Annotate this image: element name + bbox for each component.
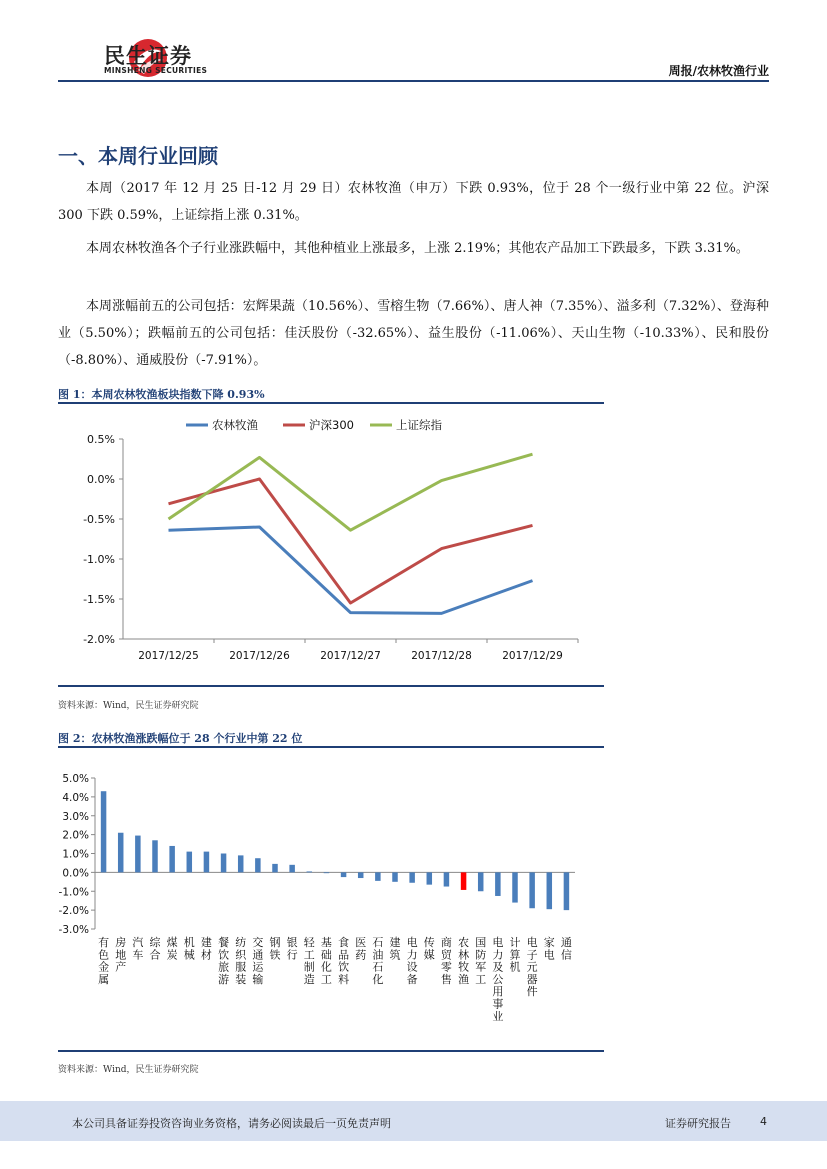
category-label-char: 料 xyxy=(338,972,350,986)
bar xyxy=(409,872,415,882)
category-label-char: 机 xyxy=(509,960,521,974)
category-label-char: 农 xyxy=(458,936,470,949)
bar xyxy=(392,872,398,881)
line-chart-index-performance xyxy=(58,410,604,680)
category-label-char: 力 xyxy=(406,948,418,962)
category-label-char: 传 xyxy=(423,936,435,949)
category-label-char: 电 xyxy=(492,936,504,949)
header-divider xyxy=(58,80,769,82)
category-label-char: 渔 xyxy=(458,972,470,986)
figure1-top-divider xyxy=(58,402,604,404)
y-tick-label: 2.0% xyxy=(62,829,89,842)
category-label-char: 工 xyxy=(475,972,487,986)
category-label-char: 件 xyxy=(526,985,538,999)
figure2-source: 资料来源：Wind，民生证券研究院 xyxy=(58,1065,199,1075)
y-tick-label: 5.0% xyxy=(62,773,89,785)
bar xyxy=(478,872,484,891)
bar xyxy=(272,864,278,872)
category-label-char: 食 xyxy=(338,936,350,949)
category-label-char: 家 xyxy=(543,936,555,949)
y-tick-label: -1.0% xyxy=(58,886,89,899)
category-label-char: 织 xyxy=(235,948,247,962)
bar xyxy=(427,872,433,884)
category-label-char: 有 xyxy=(98,936,110,949)
category-label-char: 运 xyxy=(252,960,264,974)
category-label-char: 算 xyxy=(509,948,521,962)
category-label-char: 餐 xyxy=(218,936,230,949)
category-label-char: 输 xyxy=(252,972,264,986)
y-tick-label: -1.5% xyxy=(83,593,115,606)
y-tick-label: 0.5% xyxy=(87,433,115,446)
bar xyxy=(375,872,381,880)
category-label-char: 电 xyxy=(406,936,418,949)
category-label-char: 元 xyxy=(526,960,538,974)
category-label-char: 金 xyxy=(98,960,110,974)
category-label-char: 信 xyxy=(560,948,572,962)
category-label-char: 军 xyxy=(475,960,487,974)
category-label-char: 国 xyxy=(475,936,487,949)
category-label-char: 工 xyxy=(303,948,315,962)
bar xyxy=(238,855,244,872)
figure1-title: 图 1：本周农林牧渔板块指数下降 0.93% xyxy=(58,388,265,401)
category-label-char: 础 xyxy=(320,948,332,962)
category-label-char: 机 xyxy=(183,936,195,949)
category-label-char: 设 xyxy=(406,960,418,974)
category-label-char: 通 xyxy=(252,948,264,962)
bar xyxy=(289,865,295,873)
x-tick-label: 2017/12/27 xyxy=(320,650,381,662)
category-label-char: 游 xyxy=(218,972,230,986)
category-label-char: 备 xyxy=(406,972,418,986)
category-label-char: 贸 xyxy=(440,948,452,962)
bar xyxy=(358,872,364,878)
series-line xyxy=(169,479,533,603)
bar xyxy=(307,871,313,872)
category-label-char: 服 xyxy=(235,960,247,974)
x-tick-label: 2017/12/26 xyxy=(229,650,290,662)
y-tick-label: -2.0% xyxy=(83,633,115,646)
y-tick-label: 4.0% xyxy=(62,791,89,804)
category-label-char: 地 xyxy=(115,948,127,962)
category-label-char: 药 xyxy=(355,948,367,962)
category-label-char: 油 xyxy=(372,948,384,962)
bar xyxy=(512,872,518,902)
figure1-bottom-divider xyxy=(58,685,604,687)
figure2-top-divider xyxy=(58,746,604,748)
footer-report-label: 证券研究报告 xyxy=(665,1117,731,1130)
category-label-char: 公 xyxy=(492,972,504,986)
category-label-char: 事 xyxy=(492,997,504,1011)
category-label-char: 钢 xyxy=(269,936,281,949)
logo-english-name: MINSHENG SECURITIES xyxy=(104,66,208,75)
figure2-bottom-divider xyxy=(58,1050,604,1052)
category-label-char: 建 xyxy=(200,936,212,949)
bar xyxy=(444,872,450,886)
category-label-char: 商 xyxy=(440,936,452,949)
bar xyxy=(101,791,107,872)
category-label-char: 装 xyxy=(235,972,247,986)
bar xyxy=(564,872,570,910)
paragraph-companies: 本周涨幅前五的公司包括：宏辉果蔬（10.56%）、雪榕生物（7.66%）、唐人神（7.35%）、溢多利（7.32%）、登海种业（5.50%）；跌幅前五的公司包括：佳沃股份（-32.65%）、益生股份（-11.06%）、天山生物（-10.33%）、民和股份（-8.80%）、通威股份（-7.91%）。 xyxy=(58,299,769,368)
category-label-char: 合 xyxy=(149,948,161,962)
category-label-char: 计 xyxy=(509,936,521,949)
category-label-char: 汽 xyxy=(132,936,144,949)
category-label-char: 石 xyxy=(372,936,384,949)
category-label-char: 防 xyxy=(475,948,487,962)
category-label-char: 零 xyxy=(440,960,452,974)
category-label-char: 交 xyxy=(252,936,264,949)
bar xyxy=(187,852,193,873)
report-type: 周报/农林牧渔行业 xyxy=(668,64,769,78)
y-tick-label: 1.0% xyxy=(62,848,89,861)
legend-label: 沪深300 xyxy=(309,418,354,432)
category-label-char: 筑 xyxy=(389,948,401,962)
category-label-char: 售 xyxy=(440,972,452,986)
bar xyxy=(495,872,501,896)
bar xyxy=(341,872,347,877)
category-label-char: 器 xyxy=(526,972,538,986)
category-label-char: 建 xyxy=(389,936,401,949)
y-tick-label: 0.0% xyxy=(87,473,115,486)
category-label-char: 基 xyxy=(320,936,332,949)
category-label-char: 综 xyxy=(149,936,161,949)
y-tick-label: 3.0% xyxy=(62,810,89,823)
footer-disclaimer: 本公司具备证券投资咨询业务资格，请务必阅读最后一页免责声明 xyxy=(72,1117,391,1130)
category-label-char: 子 xyxy=(526,948,538,962)
category-label-char: 通 xyxy=(560,936,572,949)
category-label-char: 煤 xyxy=(166,936,178,949)
bar-chart-industry-ranking xyxy=(58,760,604,1045)
category-label-char: 饮 xyxy=(218,948,230,962)
category-label-char: 旅 xyxy=(218,960,230,974)
bar xyxy=(461,872,467,890)
category-label-char: 房 xyxy=(115,936,127,949)
category-label-char: 品 xyxy=(338,948,350,962)
y-tick-label: -2.0% xyxy=(58,905,89,918)
bar xyxy=(135,836,141,873)
category-label-char: 及 xyxy=(492,960,504,974)
category-label-char: 化 xyxy=(372,972,384,986)
figure1-source: 资料来源：Wind，民生证券研究院 xyxy=(58,701,199,711)
bar xyxy=(255,858,261,872)
figure2-title: 图 2：农林牧渔涨跌幅位于 28 个行业中第 22 位 xyxy=(58,732,303,745)
category-label-char: 牧 xyxy=(458,960,470,974)
legend-label: 农林牧渔 xyxy=(212,418,258,432)
category-label-char: 化 xyxy=(320,960,332,974)
category-label-char: 车 xyxy=(132,948,144,962)
bar xyxy=(221,854,227,873)
category-label-char: 轻 xyxy=(303,936,315,949)
category-label-char: 纺 xyxy=(235,936,247,949)
category-label-char: 饮 xyxy=(338,960,350,974)
category-label-char: 产 xyxy=(115,960,127,974)
legend-label: 上证综指 xyxy=(396,418,442,432)
category-label-char: 媒 xyxy=(423,948,435,962)
category-label-char: 银 xyxy=(286,936,298,949)
bar xyxy=(529,872,535,908)
category-label-char: 用 xyxy=(492,985,504,999)
category-label-char: 造 xyxy=(303,972,315,986)
x-tick-label: 2017/12/28 xyxy=(411,650,472,662)
category-label-char: 力 xyxy=(492,948,504,962)
category-label-char: 械 xyxy=(183,948,195,962)
bar xyxy=(118,833,124,873)
category-label-char: 电 xyxy=(543,948,555,962)
category-label-char: 石 xyxy=(372,960,384,974)
category-label-char: 医 xyxy=(355,936,367,949)
category-label-char: 色 xyxy=(98,948,110,962)
category-label-char: 属 xyxy=(98,972,110,986)
series-line xyxy=(169,454,533,530)
bar xyxy=(547,872,553,909)
category-label-char: 制 xyxy=(303,960,315,974)
bar xyxy=(324,872,330,873)
paragraph-subindustry: 本周农林牧渔各个子行业涨跌幅中，其他种植业上涨最多，上涨 2.19%；其他农产品加工下跌最多，下跌 3.31%。 xyxy=(86,241,749,256)
category-label-char: 林 xyxy=(458,948,470,962)
bar xyxy=(169,846,175,872)
paragraph-summary: 本周（2017 年 12 月 25 日-12 月 29 日）农林牧渔（申万）下跌 0.93%，位于 28 个一级行业中第 22 位。沪深 300 下跌 0.59%，上证综指上涨 0.31%。 xyxy=(58,181,769,223)
category-label-char: 工 xyxy=(320,972,332,986)
page-number: 4 xyxy=(760,1115,767,1128)
x-tick-label: 2017/12/25 xyxy=(138,650,199,662)
category-label-char: 电 xyxy=(526,936,538,949)
y-tick-label: 0.0% xyxy=(62,867,89,880)
bar xyxy=(152,840,158,872)
category-label-char: 铁 xyxy=(269,948,281,962)
category-label-char: 炭 xyxy=(166,948,178,962)
bar xyxy=(204,852,210,873)
y-tick-label: -3.0% xyxy=(58,924,89,936)
y-tick-label: -0.5% xyxy=(83,513,115,526)
logo-chinese-name: 民生证券 xyxy=(104,44,192,68)
section-title: 一、本周行业回顾 xyxy=(58,144,218,168)
y-tick-label: -1.0% xyxy=(83,553,115,566)
category-label-char: 业 xyxy=(492,1009,504,1023)
category-label-char: 行 xyxy=(286,948,298,962)
x-tick-label: 2017/12/29 xyxy=(502,650,563,662)
category-label-char: 材 xyxy=(200,948,212,962)
